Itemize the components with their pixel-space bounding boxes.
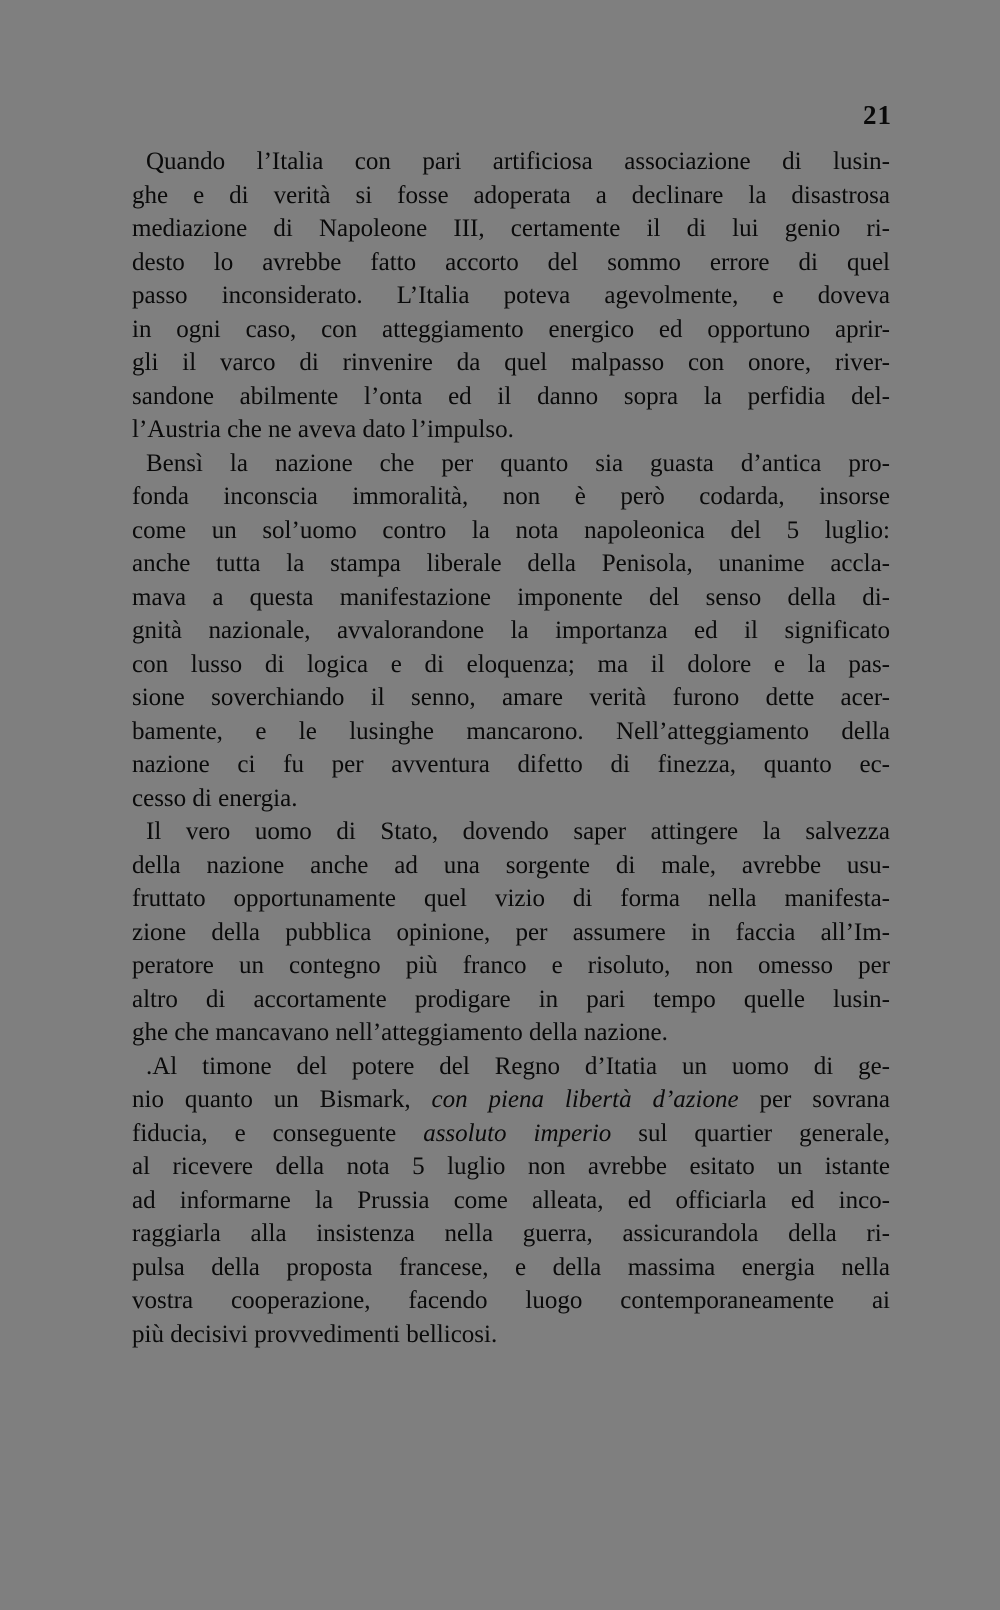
text-line: gnità nazionale, avvalorandone la importanza ed il significato bbox=[132, 617, 890, 644]
text-line: sione soverchiando il senno, amare verità furono dette acer- bbox=[132, 684, 890, 711]
text-line: della nazione anche ad una sorgente di male, avrebbe usu- bbox=[132, 851, 890, 879]
text-line: zione della pubblica opinione, per assumere in faccia all’Im- bbox=[132, 918, 890, 946]
text-segment: fiducia, e conseguente bbox=[132, 1119, 424, 1147]
text-line: sandone abilmente l’onta ed il danno sopra la perfidia del- bbox=[132, 382, 890, 410]
text-line: raggiarla alla insistenza nella guerra, assicurandola della ri- bbox=[132, 1220, 890, 1247]
text-line: ad informarne la Prussia come alleata, ed officiarla ed inco- bbox=[132, 1186, 890, 1214]
text-line: mava a questa manifestazione imponente del senso della di- bbox=[132, 583, 890, 611]
body-text bbox=[132, 145, 890, 1351]
text-line: gli il varco di rinvenire da quel malpasso con onore, river- bbox=[132, 349, 890, 376]
text-line: in ogni caso, con atteggiamento energico ed opportuno aprir- bbox=[132, 315, 890, 343]
text-line: ghe e di verità si fosse adoperata a declinare la disastrosa bbox=[132, 181, 890, 209]
text-line: passo inconsiderato. L’Italia poteva agevolmente, e doveva bbox=[132, 282, 890, 309]
text-line: vostra cooperazione, facendo luogo contemporaneamente ai bbox=[132, 1287, 890, 1314]
text-line: cesso di energia. bbox=[132, 784, 298, 812]
text-line bbox=[132, 1083, 890, 1117]
text-segment: nio quanto un Bismark, bbox=[132, 1086, 432, 1113]
text-line: peratore un contegno più franco e risoluto, non omesso per bbox=[132, 952, 890, 979]
text-line: con lusso di logica e di eloquenza; ma il dolore e la pas- bbox=[132, 650, 890, 678]
text-line: fonda inconscia immoralità, non è però codarda, insorse bbox=[132, 483, 890, 510]
text-line bbox=[132, 1117, 890, 1151]
text-line: desto lo avrebbe fatto accorto del sommo errore di quel bbox=[132, 248, 890, 276]
text-line: anche tutta la stampa liberale della Penisola, unanime accla- bbox=[132, 550, 890, 577]
italic-phrase: assoluto imperio bbox=[423, 1119, 612, 1147]
text-line: Bensì la nazione che per quanto sia guasta d’antica pro- bbox=[146, 449, 890, 477]
text-line: Il vero uomo di Stato, dovendo saper attingere la salvezza bbox=[146, 818, 890, 845]
text-line: altro di accortamente prodigare in pari tempo quelle lusin- bbox=[132, 985, 890, 1013]
text-line: .Al timone del potere del Regno d’Itatia un uomo di ge- bbox=[146, 1052, 890, 1080]
text-line: bamente, e le lusinghe mancarono. Nell’atteggiamento della bbox=[132, 717, 890, 745]
text-line: al ricevere della nota 5 luglio non avrebbe esitato un istante bbox=[132, 1153, 890, 1180]
text-line: mediazione di Napoleone III, certamente il di lui genio ri- bbox=[132, 215, 890, 242]
italic-phrase: con piena libertà d’azione bbox=[431, 1086, 739, 1113]
text-line: pulsa della proposta francese, e della massima energia nella bbox=[132, 1253, 890, 1281]
text-line: fruttato opportunamente quel vizio di forma nella manifesta- bbox=[132, 885, 890, 912]
text-line: Quando l’Italia con pari artificiosa associazione di lusin- bbox=[146, 148, 890, 175]
text-line: ghe che mancavano nell’atteggiamento della nazione. bbox=[132, 1019, 668, 1046]
page-number: 21 bbox=[863, 100, 892, 130]
text-segment: per sovrana bbox=[738, 1086, 890, 1113]
text-line: nazione ci fu per avventura difetto di finezza, quanto ec- bbox=[132, 751, 890, 778]
text-line: l’Austria che ne aveva dato l’impulso. bbox=[132, 416, 514, 443]
text-segment: sul quartier generale, bbox=[611, 1119, 890, 1147]
text-line: più decisivi provvedimenti bellicosi. bbox=[132, 1320, 498, 1348]
text-line: come un sol’uomo contro la nota napoleonica del 5 luglio: bbox=[132, 516, 890, 544]
